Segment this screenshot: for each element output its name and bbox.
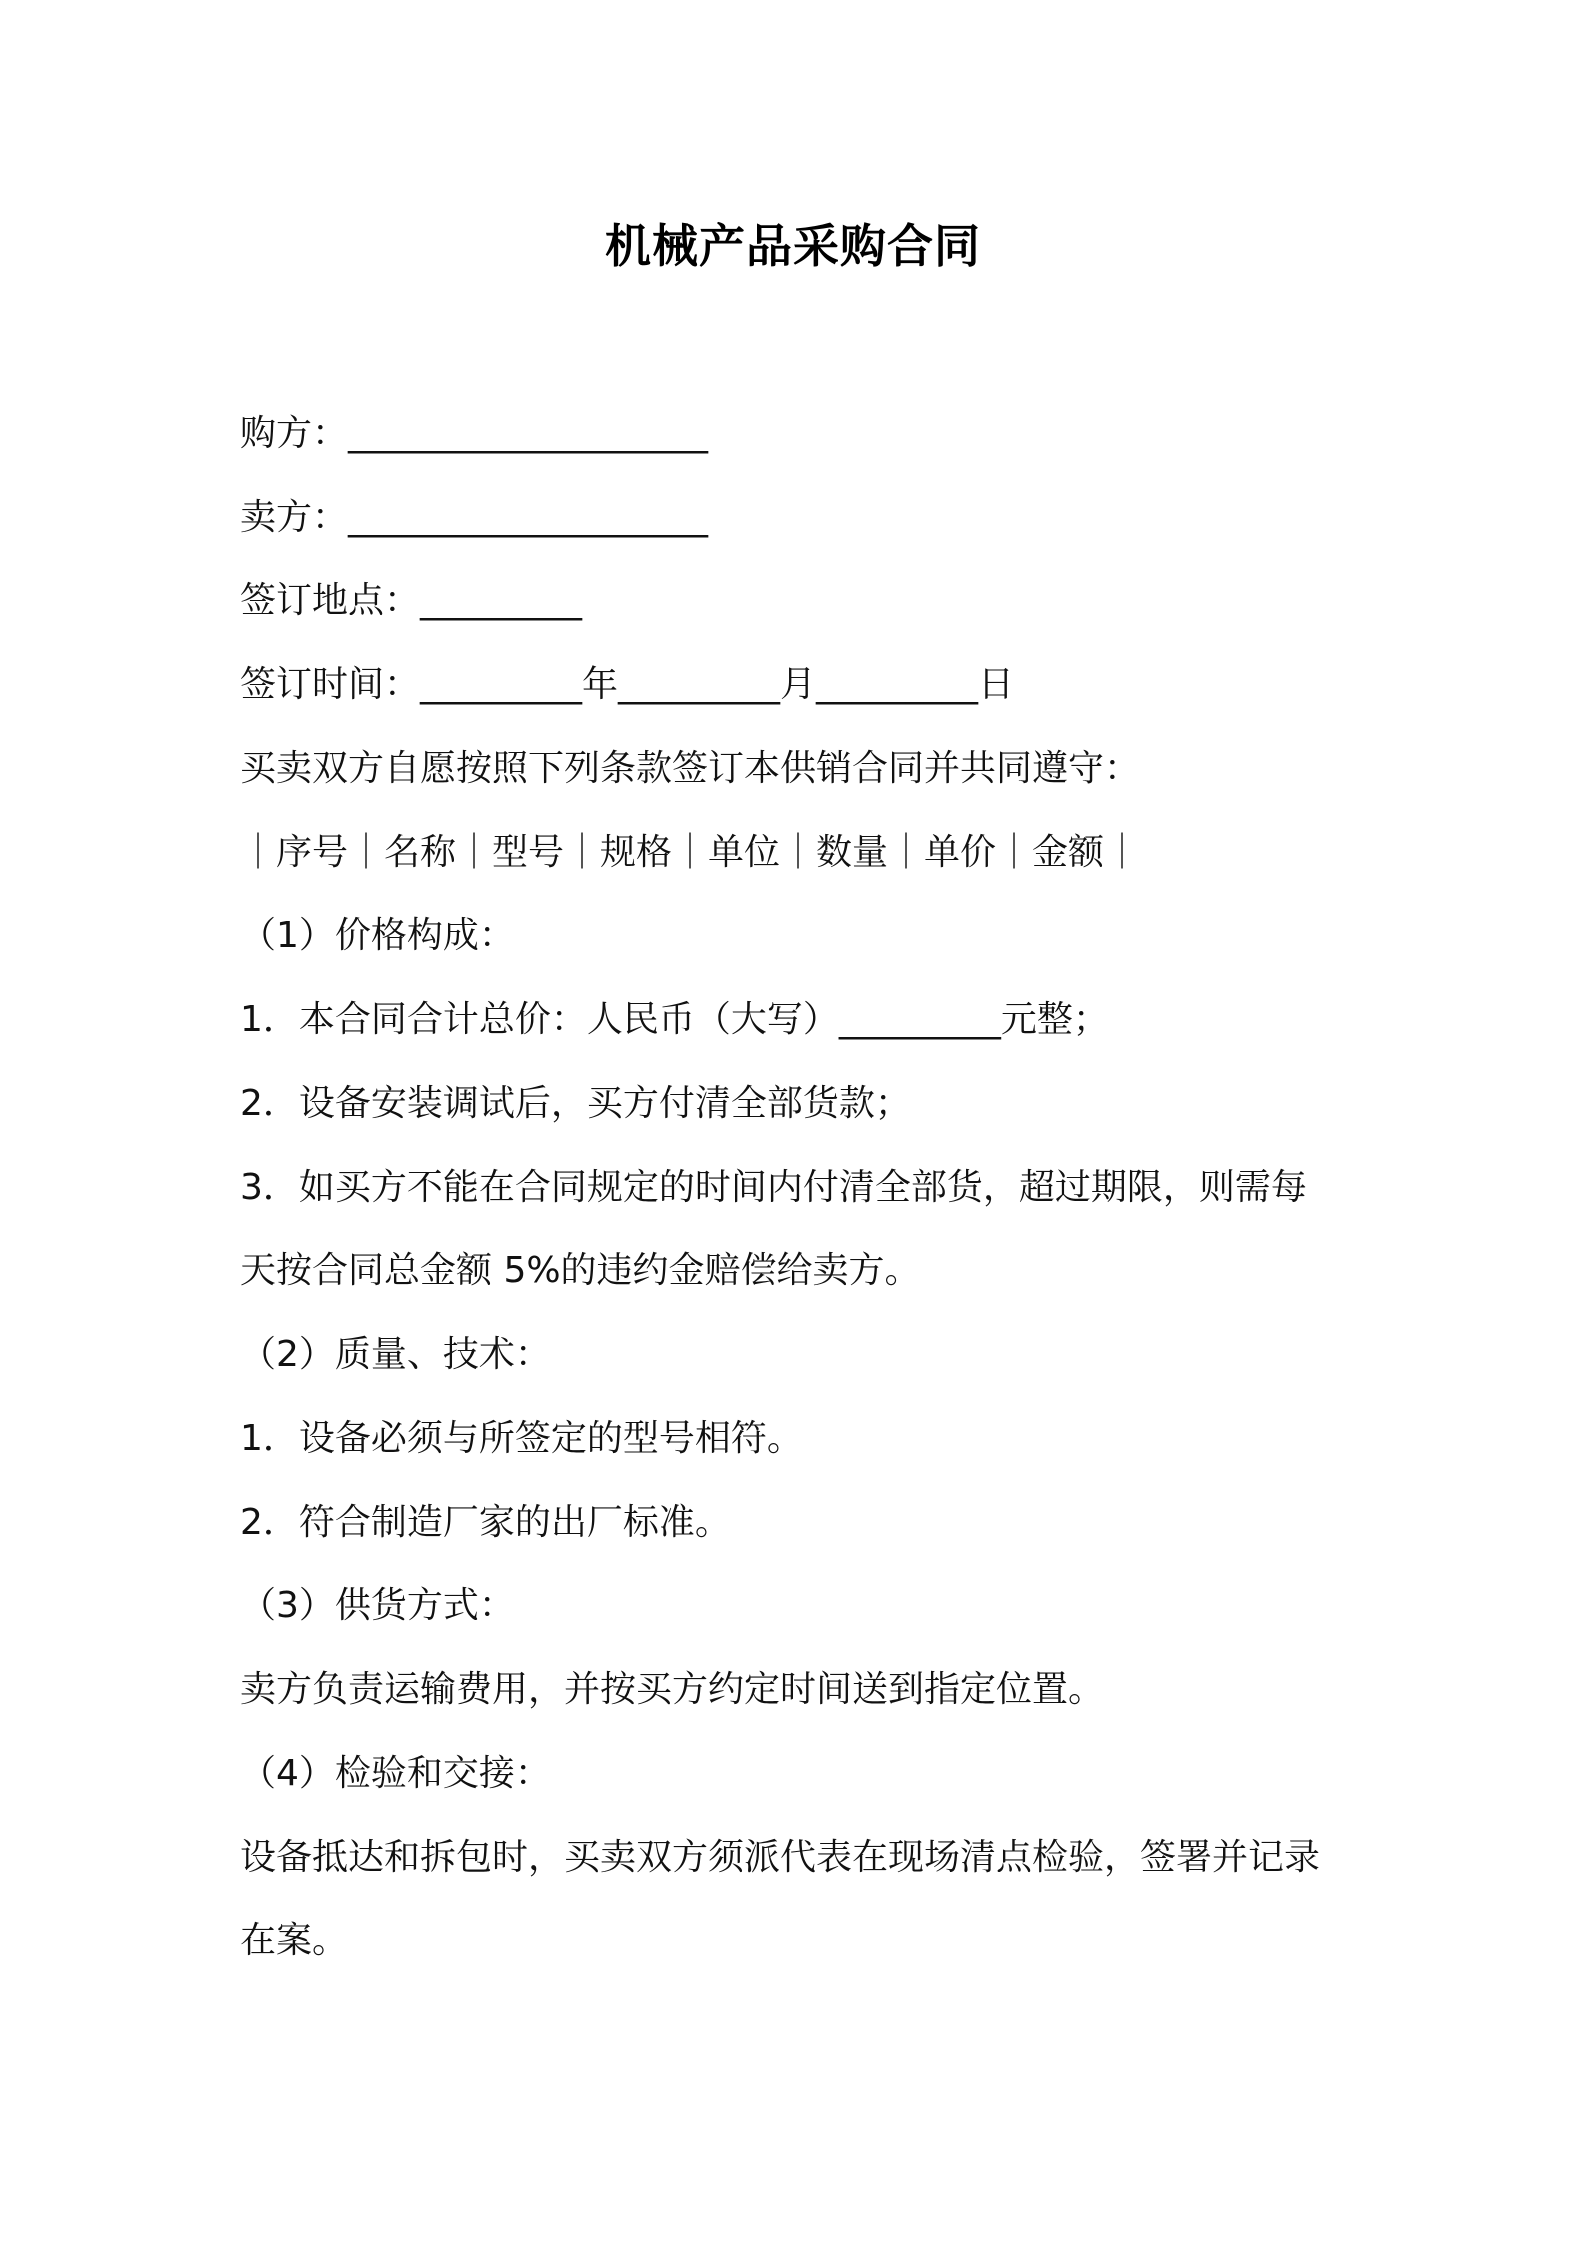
- section-heading-price: （1）价格构成：: [240, 915, 515, 956]
- item-table-header: ｜序号｜名称｜型号｜规格｜单位｜数量｜单价｜金额｜: [240, 832, 1141, 873]
- buyer-line: 购方：____________________: [240, 413, 709, 454]
- inspection-clause: 设备抵达和拆包时，买卖双方须派代表在现场清点检验，签署并记录: [240, 1837, 1321, 1878]
- price-clause-3: 3．如买方不能在合同规定的时间内付清全部货，超过期限，则需每: [240, 1167, 1307, 1208]
- signing-place-line: 签订地点：_________: [240, 580, 583, 621]
- document-title: 机械产品采购合同: [605, 219, 981, 273]
- section-heading-inspection: （4）检验和交接：: [240, 1753, 551, 1794]
- quality-clause-2: 2．符合制造厂家的出厂标准。: [240, 1502, 731, 1543]
- price-clause-2: 2．设备安装调试后，买方付清全部货款；: [240, 1083, 911, 1124]
- inspection-clause-cont: 在案。: [240, 1920, 349, 1961]
- quality-clause-1: 1．设备必须与所签定的型号相符。: [240, 1418, 803, 1459]
- section-heading-quality: （2）质量、技术：: [240, 1334, 551, 1375]
- seller-line: 卖方：____________________: [240, 497, 709, 538]
- section-heading-supply: （3）供货方式：: [240, 1585, 515, 1626]
- price-clause-3-cont: 天按合同总金额 5%的违约金赔偿给卖方。: [240, 1250, 921, 1291]
- signing-date-line: 签订时间：_________年_________月_________日: [240, 664, 1015, 705]
- supply-clause: 卖方负责运输费用，并按买方约定时间送到指定位置。: [240, 1669, 1105, 1710]
- agreement-intro: 买卖双方自愿按照下列条款签订本供销合同并共同遵守：: [240, 748, 1141, 789]
- price-clause-1: 1．本合同合计总价：人民币（大写）_________元整；: [240, 999, 1109, 1040]
